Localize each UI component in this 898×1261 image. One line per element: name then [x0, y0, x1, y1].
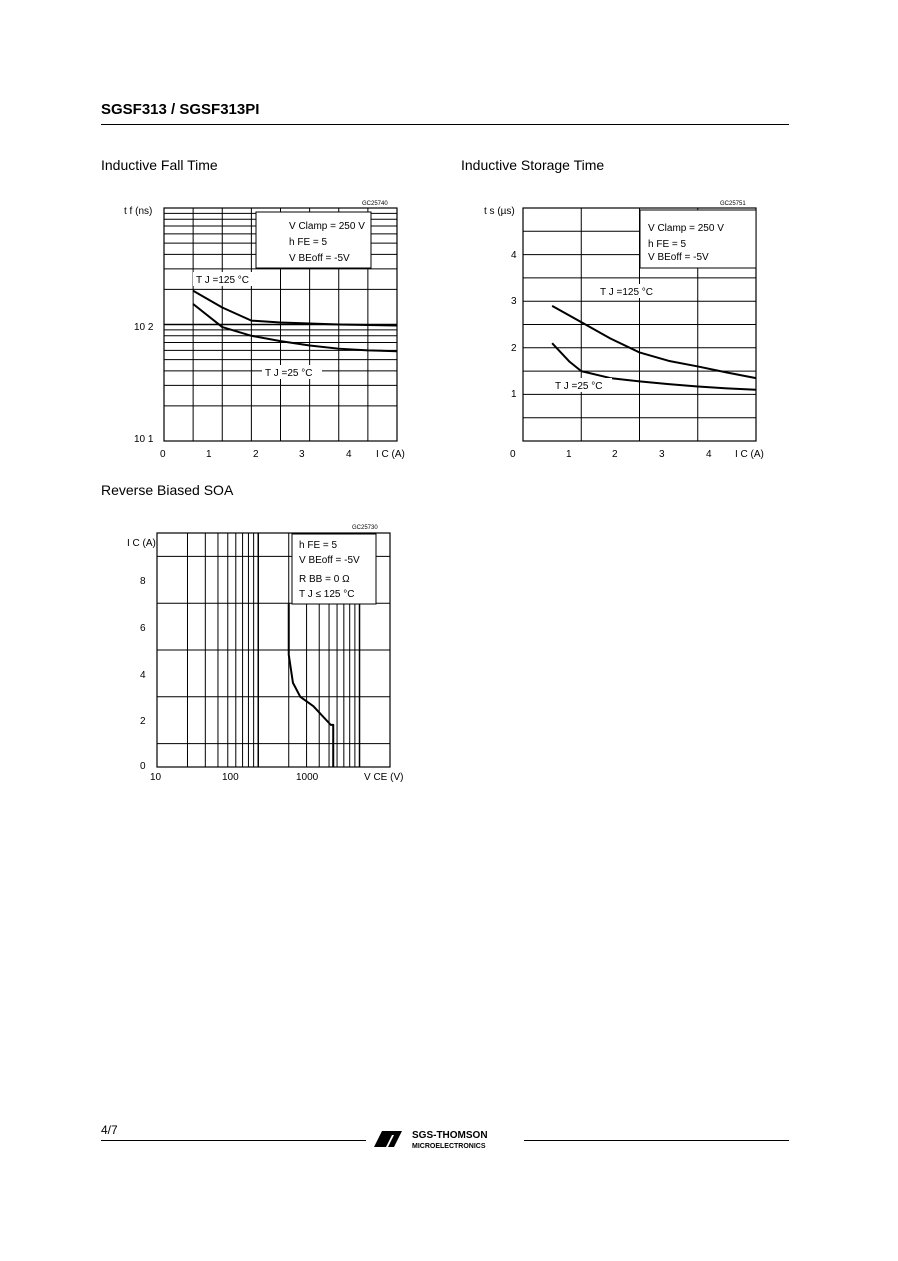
storage-curve-125	[552, 306, 756, 378]
soa-condition-2: V BEoff = -5V	[299, 555, 360, 566]
fall-figure-code: GC25740	[362, 201, 388, 207]
storage-y-tick-label: 4	[511, 250, 517, 261]
document-title: SGSF313 / SGSF313PI	[101, 101, 260, 118]
fall-condition-1: V Clamp = 250 V	[289, 221, 365, 232]
fall-x-tick-label: 0	[160, 449, 166, 460]
soa-x-tick-label: 100	[222, 772, 239, 783]
soa-y-tick-label: 8	[140, 576, 146, 587]
soa-figure-code: GC25730	[352, 525, 378, 531]
soa-y-tick-label: 2	[140, 716, 146, 727]
fall-condition-2: h FE = 5	[289, 237, 328, 248]
fall-condition-3: V BEoff = -5V	[289, 253, 350, 264]
storage-x-tick-label: 2	[612, 449, 618, 460]
soa-x-tick-label: 10	[150, 772, 162, 783]
brand-logo	[372, 1127, 518, 1156]
storage-time-chart-title: Inductive Storage Time	[461, 157, 605, 173]
fall-x-tick-label: 1	[206, 449, 212, 460]
fall-x-axis-label: I C (A)	[376, 449, 405, 460]
storage-x-tick-label: 0	[510, 449, 516, 460]
soa-x-axis-label: V CE (V)	[364, 772, 404, 783]
soa-condition-4: T J ≤ 125 °C	[299, 589, 355, 600]
fall-y-tick-label: 10 1	[134, 434, 154, 445]
soa-y-axis-label: I C (A)	[127, 538, 156, 549]
fall-x-tick-label: 2	[253, 449, 259, 460]
soa-y-tick-label: 4	[140, 670, 146, 681]
storage-condition-3: V BEoff = -5V	[648, 252, 709, 263]
storage-curve-label-25: T J =25 °C	[555, 381, 603, 392]
storage-x-axis-label: I C (A)	[735, 449, 764, 460]
footer-rule-left	[101, 1140, 366, 1141]
soa-boundary-curve	[289, 603, 333, 767]
storage-x-tick-label: 1	[566, 449, 572, 460]
fall-y-tick-label: 10 2	[134, 322, 154, 333]
fall-curve-label-125: T J =125 °C	[196, 275, 250, 286]
footer-rule-right	[524, 1140, 789, 1141]
fall-curve-125	[193, 291, 397, 326]
fall-curve-label-25: T J =25 °C	[265, 368, 313, 379]
storage-x-tick-label: 3	[659, 449, 665, 460]
fall-y-axis-label: t f (ns)	[124, 206, 153, 217]
storage-condition-2: h FE = 5	[648, 239, 687, 250]
soa-curves	[289, 603, 333, 767]
storage-y-tick-label: 2	[511, 343, 517, 354]
fall-x-tick-label: 3	[299, 449, 305, 460]
storage-condition-1: V Clamp = 250 V	[648, 223, 724, 234]
storage-y-tick-label: 3	[511, 296, 517, 307]
soa-chart-title: Reverse Biased SOA	[101, 482, 234, 498]
soa-x-tick-label: 1000	[296, 772, 319, 783]
soa-y-tick-label: 0	[140, 761, 146, 772]
fall-x-tick-label: 4	[346, 449, 352, 460]
storage-x-tick-label: 4	[706, 449, 712, 460]
soa-y-tick-label: 6	[140, 623, 146, 634]
fall-curve-25	[193, 304, 397, 351]
storage-curve-label-125: T J =125 °C	[600, 287, 654, 298]
storage-y-tick-label: 1	[511, 389, 517, 400]
brand-name: SGS-THOMSON	[412, 1130, 488, 1141]
page-number: 4/7	[101, 1123, 118, 1137]
st-logo-icon	[372, 1127, 518, 1151]
storage-figure-code: GC25751	[720, 201, 746, 207]
storage-y-axis-label: t s (µs)	[484, 206, 515, 217]
soa-condition-1: h FE = 5	[299, 540, 338, 551]
fall-time-chart-title: Inductive Fall Time	[101, 157, 218, 173]
soa-condition-3: R BB = 0 Ω	[299, 574, 350, 585]
brand-subtitle: MICROELECTRONICS	[412, 1143, 486, 1150]
